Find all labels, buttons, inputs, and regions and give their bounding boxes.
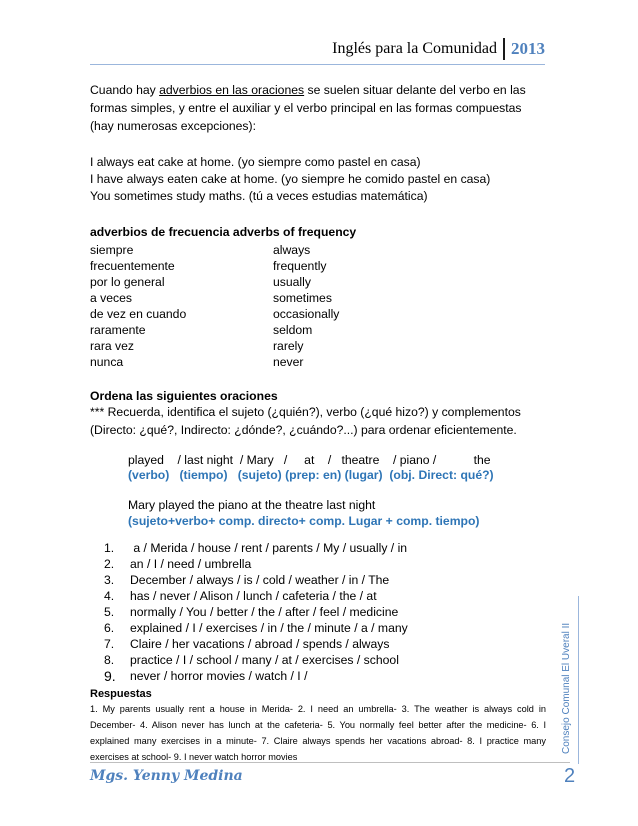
example-sentence: Mary played the piano at the theatre last night (128, 498, 376, 512)
header-title: Inglés para la Comunidad (332, 40, 497, 57)
sidebar-rule (578, 596, 579, 764)
sidebar-label: Consejo Comunal El Uveral II (561, 622, 572, 754)
intro-link: adverbios en las oraciones (159, 83, 305, 97)
list-item: 7. Claire / her vacations / abroad / spends / always (104, 637, 390, 651)
example-3: You sometimes study maths. (tú a veces estudias matemática) (90, 189, 428, 203)
list-item: 3. December / always / is / cold / weather / in / The (104, 573, 390, 587)
exercise-heading: Ordena las siguientes oraciones (90, 389, 278, 403)
example-words: played / last night / Mary / at / theatre / piano / the (128, 453, 491, 467)
list-item: 4. has / never / Alison / lunch / cafeteria / the / at (104, 589, 377, 603)
list-item: 9. never / horror movies / watch / I / (104, 668, 308, 684)
intro-line-2: formas simples, y entre el auxiliar y el verbo principal en las formas compuestas (90, 101, 522, 115)
header-year: 2013 (511, 39, 545, 58)
intro-line-3: (hay numerosas excepciones): (90, 119, 256, 133)
header-rule (90, 64, 545, 65)
page-header (332, 38, 545, 60)
example-roles: (verbo) (tiempo) (sujeto) (prep: en) (lugar) (obj. Direct: qué?) (128, 468, 494, 482)
answers-heading: Respuestas (90, 688, 152, 700)
list-item: 1. a / Merida / house / rent / parents / My / usually / in (104, 541, 408, 555)
list-item: 2. an / I / need / umbrella (104, 557, 252, 571)
example-structure: (sujeto+verbo+ comp. directo+ comp. Lugar + comp. tiempo) (128, 514, 480, 528)
list-item: 6. explained / I / exercises / in / the / minute / a / many (104, 621, 408, 635)
list-item: 8. practice / I / school / many / at / exercises / school (104, 653, 399, 667)
page-number: 2 (564, 765, 576, 787)
example-2: I have always eaten cake at home. (yo siempre he comido pastel en casa) (90, 172, 491, 186)
adverbs-heading: adverbios de frecuencia adverbs of frequency (90, 225, 357, 239)
exercise-list (104, 540, 408, 684)
list-item: 5. normally / You / better / the / after / feel / medicine (104, 605, 399, 619)
footer-rule (90, 762, 570, 763)
answers-text: 1. My parents usually rent a house in Merida- 2. I need an umbrella- 3. The weather is always cold in December- 4. Alison never has lunch at the cafeteria- 5. You normally feel better after the medicine- 6. I explained many exercises in a minute- 7. Claire always spends her vacations abroad- 8. I practice many exercises at school- 9. I never watch horror movies (90, 704, 546, 762)
exercise-note-1: *** Recuerda, identifica el sujeto (¿quién?), verbo (¿qué hizo?) y complementos (90, 405, 521, 419)
example-1: I always eat cake at home. (yo siempre como pastel en casa) (90, 155, 421, 169)
intro-line-1: Cuando hay adverbios en las oraciones se suelen situar delante del verbo en las (90, 83, 526, 97)
exercise-note-2: (Directo: ¿qué?, Indirecto: ¿dónde?, ¿cuándo?...) para ordenar eficientemente. (90, 423, 517, 437)
footer-author: Mgs. Yenny Medina (90, 768, 243, 784)
